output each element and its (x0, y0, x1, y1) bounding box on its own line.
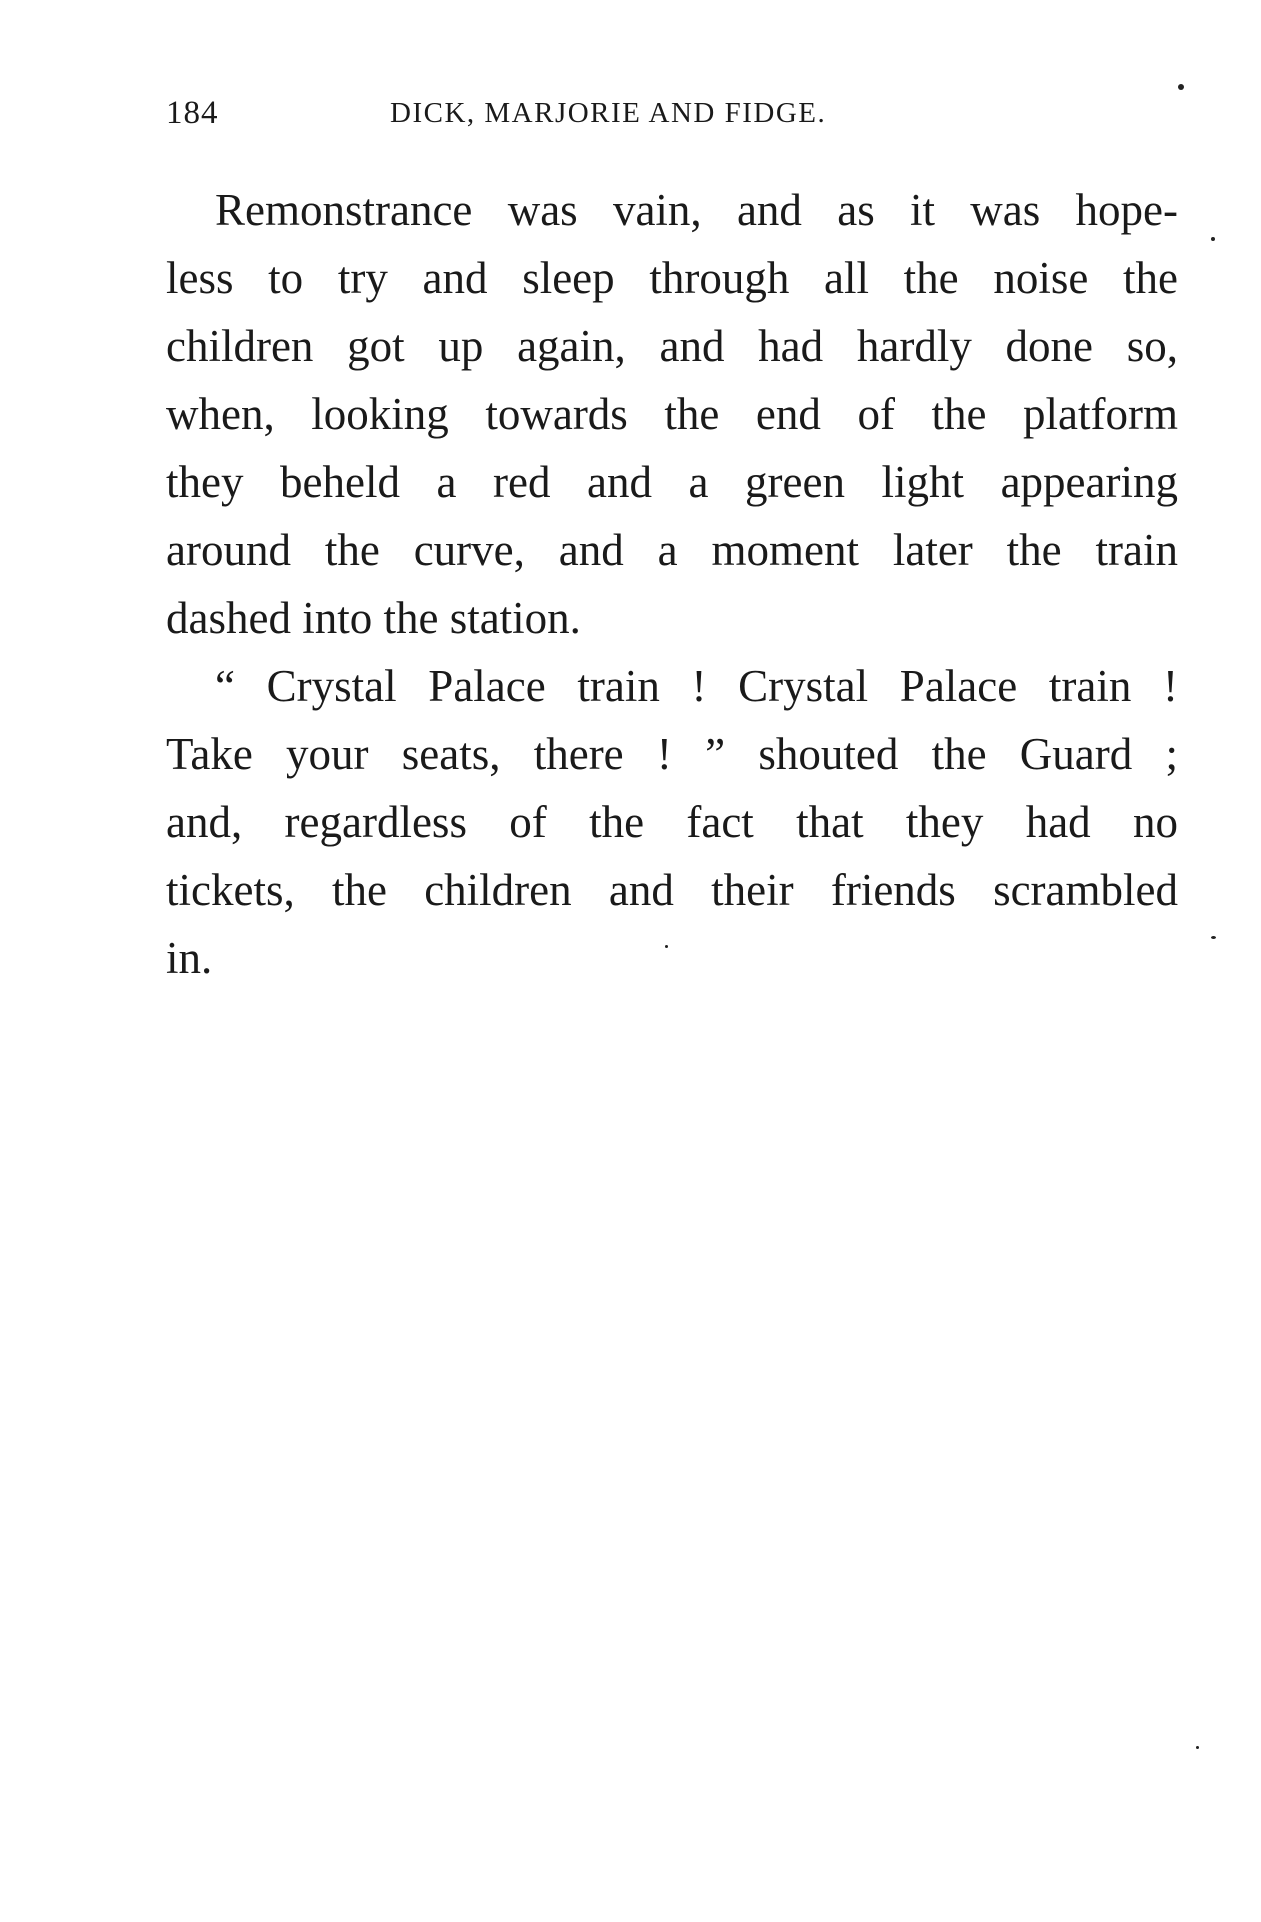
ink-speck (1211, 237, 1215, 241)
text-line: Take your seats, there ! ” shouted the Guard ; (166, 729, 1178, 779)
text-line: they beheld a red and a green light appearing (166, 457, 1178, 507)
ink-speck (665, 945, 668, 948)
text-line: dashed into the station. (166, 593, 581, 643)
running-title: DICK, MARJORIE AND FIDGE. (390, 97, 827, 129)
page-header (166, 88, 1176, 138)
text-line: when, looking towards the end of the platform (166, 389, 1178, 439)
text-line: children got up again, and had hardly done so, (166, 321, 1178, 371)
page-number: 184 (166, 95, 219, 131)
text-line: in. (166, 933, 213, 983)
ink-speck (1211, 936, 1216, 939)
text-line: Remonstrance was vain, and as it was hope- (215, 185, 1178, 235)
text-line: less to try and sleep through all the noise the (166, 253, 1178, 303)
ink-speck (1196, 1746, 1199, 1749)
text-line: around the curve, and a moment later the train (166, 525, 1178, 575)
text-line: and, regardless of the fact that they had no (166, 797, 1178, 847)
text-line: tickets, the children and their friends scrambled (166, 865, 1178, 915)
text-line: “ Crystal Palace train ! Crystal Palace train ! (215, 661, 1178, 711)
ink-speck (1178, 84, 1184, 90)
